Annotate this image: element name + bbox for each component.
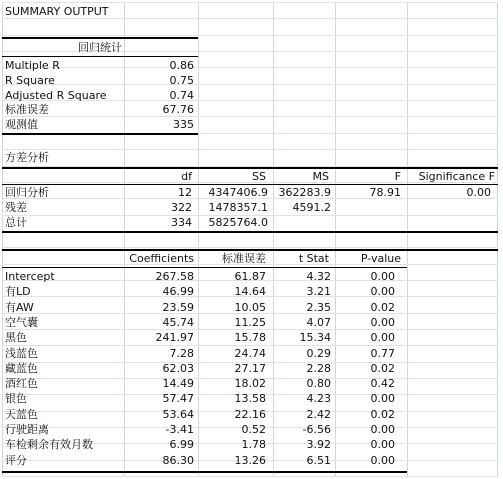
anova-row-label: 总计: [5, 216, 27, 229]
anova-col-significance: Significance F: [418, 170, 495, 183]
regression-stat-label: R Square: [5, 73, 55, 87]
coef-std-error-cell: 27.17: [234, 361, 266, 375]
coef-t-stat-cell: 2.28: [306, 361, 331, 375]
coef-p-value-cell: 0.02: [370, 361, 395, 375]
anova-ss-cell: 1478357.1: [208, 201, 268, 214]
anova-sig-cell: [407, 201, 491, 215]
coef-p-value-cell: 0.77: [370, 346, 395, 360]
coef-std-error-cell: 0.52: [241, 423, 266, 436]
table-rule: [2, 249, 498, 251]
anova-row-label: 回归分析: [5, 186, 49, 199]
summary-title: SUMMARY OUTPUT: [5, 5, 109, 18]
regression-stats-header: 回归统计: [78, 41, 122, 54]
coef-p-value-cell: 0.00: [370, 270, 395, 283]
regression-stat-label: 观测值: [5, 118, 38, 132]
coef-row-label: 行驶距离: [5, 423, 49, 436]
coef-t-stat-cell: -6.56: [302, 423, 331, 436]
coef-t-stat-cell: 4.07: [306, 315, 331, 329]
regression-stat-label: 标准误差: [5, 103, 49, 117]
coef-p-value-cell: 0.00: [370, 392, 395, 406]
anova-sig-cell: 0.00: [466, 186, 491, 199]
spreadsheet-grid: [2, 2, 498, 476]
coef-row-label: 有LD: [5, 285, 31, 299]
coef-col-p-value: P-value: [360, 252, 401, 265]
coef-t-stat-cell: 2.42: [306, 407, 331, 421]
coef-value-cell: 6.99: [169, 438, 194, 452]
anova-df-cell: 322: [171, 201, 192, 214]
coef-col-std-error: 标准误差: [222, 252, 266, 265]
coef-col-coefficients: Coefficients: [129, 252, 194, 265]
regression-stat-label: Multiple R: [5, 59, 60, 72]
coef-p-value-cell: 0.00: [370, 331, 395, 345]
coef-value-cell: 14.49: [162, 377, 194, 391]
grid-column-line: [497, 2, 498, 476]
coef-t-stat-cell: 2.35: [306, 300, 331, 314]
anova-ms-cell: [273, 216, 331, 230]
coef-std-error-cell: 10.05: [234, 300, 266, 314]
coef-t-stat-cell: 0.29: [306, 346, 331, 360]
anova-title: 方差分析: [5, 151, 49, 164]
coef-t-stat-cell: 3.21: [306, 285, 331, 299]
coef-col-t-stat: t Stat: [298, 252, 329, 265]
coef-value-cell: 53.64: [162, 407, 194, 421]
coef-row-label: 车检剩余有效月数: [5, 438, 93, 452]
anova-ss-cell: 5825764.0: [208, 216, 268, 229]
coef-value-cell: 46.99: [162, 285, 194, 299]
coef-row-label: 酒红色: [5, 377, 38, 391]
table-rule: [2, 37, 198, 39]
coef-std-error-cell: 18.02: [234, 377, 266, 391]
coef-t-stat-cell: 3.92: [306, 438, 331, 452]
coef-row-label: 空气囊: [5, 315, 38, 329]
regression-stat-value: 67.76: [162, 103, 194, 117]
anova-f-cell: [335, 216, 401, 230]
coef-t-stat-cell: 6.51: [306, 453, 331, 467]
anova-row-label: 残差: [5, 201, 27, 214]
coef-std-error-cell: 24.74: [234, 346, 266, 360]
table-rule: [2, 184, 498, 185]
anova-col-ms: MS: [312, 170, 329, 183]
coef-row-label: 评分: [5, 453, 27, 467]
coef-value-cell: -3.41: [165, 423, 194, 436]
anova-f-cell: [335, 201, 401, 215]
coef-row-label: 黑色: [5, 331, 27, 345]
coef-row-label: 银色: [5, 392, 27, 406]
grid-row-line: [2, 35, 498, 36]
coef-value-cell: 267.58: [155, 270, 194, 283]
coef-p-value-cell: 0.00: [370, 453, 395, 467]
coef-value-cell: 7.28: [169, 346, 194, 360]
anova-col-ss: SS: [252, 170, 266, 183]
regression-stat-value: 335: [173, 118, 194, 132]
grid-row-line: [2, 247, 498, 248]
regression-stat-value: 0.75: [169, 73, 194, 87]
anova-col-df: df: [181, 170, 192, 183]
coef-value-cell: 57.47: [162, 392, 194, 406]
coef-row-label: 浅蓝色: [5, 346, 38, 360]
coef-t-stat-cell: 0.80: [306, 377, 331, 391]
anova-f-cell: 78.91: [369, 186, 401, 199]
coef-value-cell: 86.30: [162, 453, 194, 467]
grid-row-line: [2, 2, 498, 3]
anova-df-cell: 12: [178, 186, 192, 199]
regression-stat-value: 0.74: [169, 88, 194, 102]
coef-value-cell: 23.59: [162, 300, 194, 314]
coef-row-label: Intercept: [5, 270, 55, 283]
coef-p-value-cell: 0.02: [370, 407, 395, 421]
anova-df-cell: 334: [171, 216, 192, 229]
coef-t-stat-cell: 15.34: [299, 331, 331, 345]
coef-std-error-cell: 13.58: [234, 392, 266, 406]
coef-value-cell: 62.03: [162, 361, 194, 375]
coef-p-value-cell: 0.00: [370, 423, 395, 436]
coef-std-error-cell: 11.25: [234, 315, 266, 329]
table-rule: [2, 167, 498, 169]
coef-std-error-cell: 14.64: [234, 285, 266, 299]
anova-col-f: F: [394, 170, 401, 183]
coef-p-value-cell: 0.42: [370, 377, 395, 391]
coef-t-stat-cell: 4.32: [306, 270, 331, 283]
coef-std-error-cell: 13.26: [234, 453, 266, 467]
coef-p-value-cell: 0.00: [370, 285, 395, 299]
coef-row-label: 有AW: [5, 300, 34, 314]
anova-ss-cell: 4347406.9: [208, 186, 268, 199]
coef-p-value-cell: 0.00: [370, 438, 395, 452]
anova-ms-cell: 362283.9: [278, 186, 331, 199]
regression-stat-value: 0.86: [169, 59, 194, 72]
coef-t-stat-cell: 4.23: [306, 392, 331, 406]
grid-row-line: [2, 476, 498, 477]
coef-row-label: 藏蓝色: [5, 361, 38, 375]
coef-std-error-cell: 61.87: [234, 270, 266, 283]
coef-row-label: 天蓝色: [5, 407, 38, 421]
coef-value-cell: 241.97: [155, 331, 194, 345]
coef-p-value-cell: 0.00: [370, 315, 395, 329]
table-rule: [2, 471, 407, 473]
table-rule: [2, 267, 407, 268]
regression-stat-label: Adjusted R Square: [5, 88, 107, 102]
anova-ms-cell: 4591.2: [292, 201, 331, 214]
grid-column-line: [2, 2, 3, 476]
coef-std-error-cell: 15.78: [234, 331, 266, 345]
coef-std-error-cell: 1.78: [241, 438, 266, 452]
anova-sig-cell: [407, 216, 491, 230]
table-rule: [2, 231, 498, 233]
grid-column-line: [407, 2, 408, 476]
coef-std-error-cell: 22.16: [234, 407, 266, 421]
grid-row-line: [2, 149, 498, 150]
table-rule: [2, 56, 198, 57]
table-rule: [2, 133, 198, 135]
coef-p-value-cell: 0.02: [370, 300, 395, 314]
coef-value-cell: 45.74: [162, 315, 194, 329]
